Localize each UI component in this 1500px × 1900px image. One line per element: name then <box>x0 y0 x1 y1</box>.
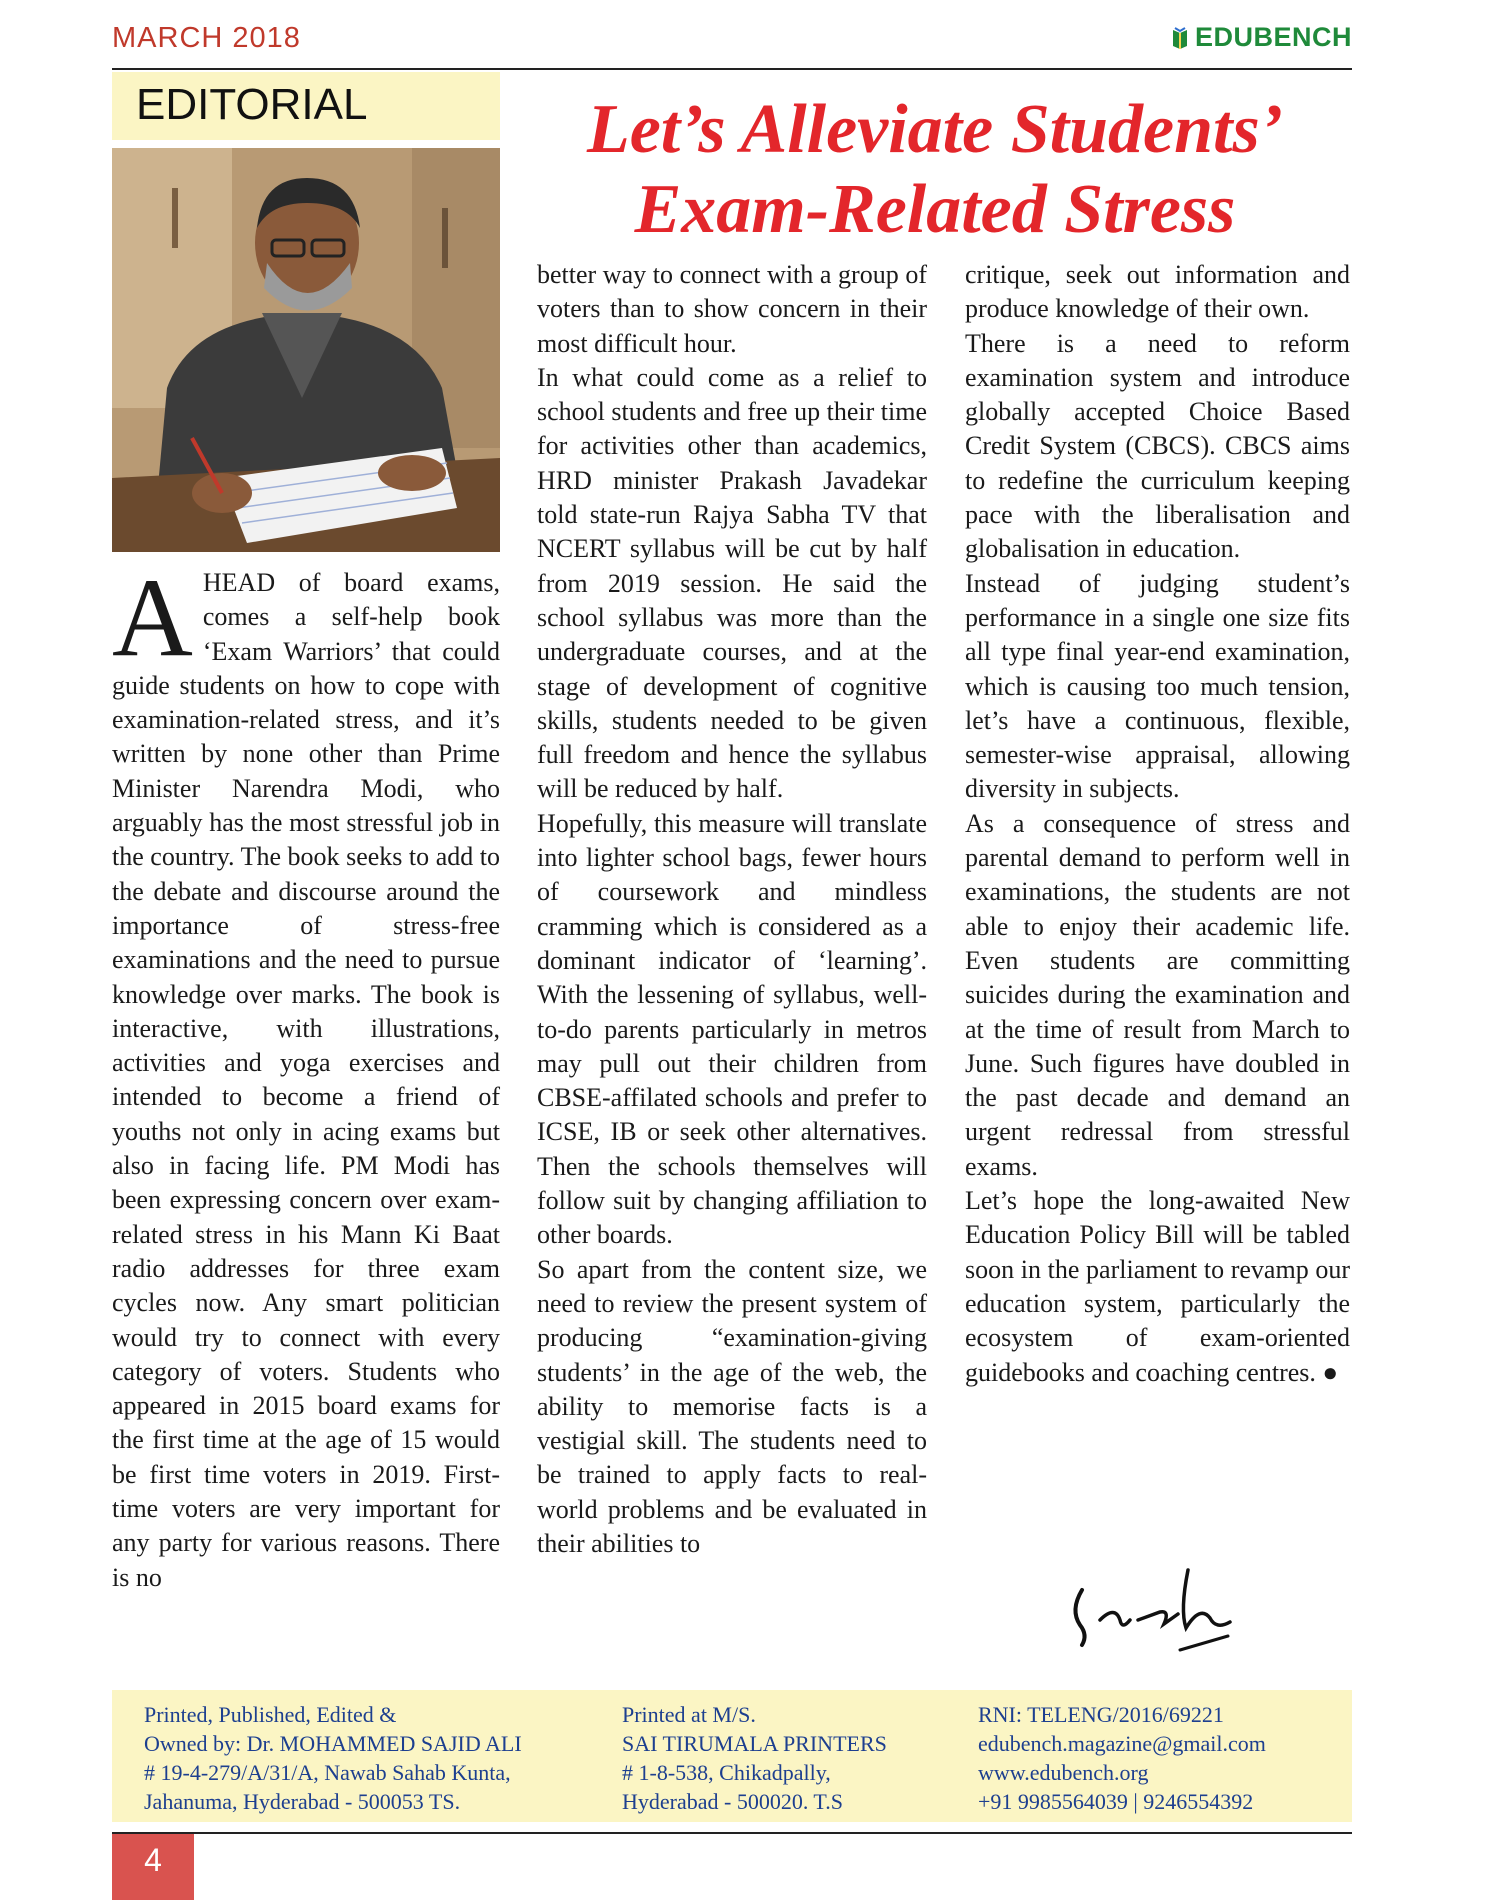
publisher-line: Jahanuma, Hyderabad - 500053 TS. <box>144 1789 461 1814</box>
drop-cap: A <box>112 556 193 680</box>
article-paragraph: Hopefully, this measure will translate into lighter school bags, fewer hours of coursework and mindless cramming which is considered as a dominant indicator of ‘learning’. With the lessening of syllabus, well-to-do parents particularly in metros may pull out their children from CBSE-affilated schools and prefer to ICSE, IB or seek other alternatives. Then the schools themselves will follow suit by changing affiliation to other boards. <box>537 808 927 1250</box>
imprint-footer <box>112 1690 1352 1822</box>
footer-rule <box>112 1832 1352 1834</box>
publisher-info <box>144 1700 522 1816</box>
article-paragraph <box>112 556 500 1595</box>
section-label-box <box>112 72 500 140</box>
issue-date: MARCH 2018 <box>112 22 301 54</box>
article-paragraph: There is a need to reform examination system and introduce globally accepted Choice Based Credit System (CBCS). CBCS aims to redefine the curriculum keeping pace with the liberalisation and globalisation in education. <box>965 328 1350 564</box>
article-paragraph: Let’s hope the long-awaited New Education Policy Bill will be tabled soon in the parliament to revamp our education system, particularly the ecosystem of exam-oriented guidebooks and coaching centres. ● <box>965 1186 1350 1387</box>
printer-line: SAI TIRUMALA PRINTERS <box>622 1731 887 1756</box>
contact-phone: +91 9985564039 | 9246554392 <box>978 1789 1254 1814</box>
printer-info <box>622 1700 887 1816</box>
book-icon <box>1171 26 1189 50</box>
article-paragraph: So apart from the content size, we need to review the present system of producing “examination-giving students’ in the age of the web, the ability to memorise facts is a vestigial skill. The students need to be trained to apply facts to real-world problems and be evaluated in their abilities to <box>537 1254 927 1558</box>
article-paragraph: better way to connect with a group of voters than to show concern in their most difficult hour. <box>537 260 927 358</box>
headline <box>520 90 1350 250</box>
logo-text: EDUBENCH <box>1194 22 1352 52</box>
editor-signature <box>1060 1550 1260 1660</box>
printer-line: Printed at M/S. <box>622 1702 756 1727</box>
magazine-logo <box>1171 22 1352 53</box>
rni-number: RNI: TELENG/2016/69221 <box>978 1702 1224 1727</box>
contact-website: www.edubench.org <box>978 1760 1149 1785</box>
publisher-line: Owned by: Dr. MOHAMMED SAJID ALI <box>144 1731 522 1756</box>
article-column-1 <box>112 556 500 1595</box>
article-paragraph: In what could come as a relief to school students and free up their time for activities other than academics, HRD minister Prakash Javadekar told state-run Rajya Sabha TV that NCERT syllabus will be cut by half from 2019 session. He said the school syllabus was more than the undergraduate courses, and at the stage of development of cognitive skills, students needed to be given full freedom and hence the syllabus will be reduced by half. <box>537 362 927 804</box>
article-column-3 <box>965 258 1350 1390</box>
contact-email: edubench.magazine@gmail.com <box>978 1731 1266 1756</box>
publisher-line: Printed, Published, Edited & <box>144 1702 397 1727</box>
page-number: 4 <box>144 1842 162 1878</box>
article-paragraph: critique, seek out information and produce knowledge of their own. <box>965 260 1350 324</box>
contact-info <box>978 1700 1266 1816</box>
section-label: EDITORIAL <box>136 80 368 129</box>
headline-line-2: Exam-Related Stress <box>634 171 1236 248</box>
publisher-line: # 19-4-279/A/31/A, Nawab Sahab Kunta, <box>144 1760 511 1785</box>
article-column-2 <box>537 258 927 1561</box>
lead-paragraph-text: HEAD of board exams, comes a self-help book ‘Exam Warriors’ that could guide students on how to cope with examination-related stress, and it’s written by none other than Prime Minister Narendra Modi, who arguably has the most stressful job in the country. The book seeks to add to the debate and discourse around the importance of stress-free examinations and the need to pursue knowledge over marks. The book is interactive, with illustrations, activities and yoga exercises and intended to become a friend of youths not only in acing exams but also in facing life. PM Modi has been expressing concern over exam-related stress in his Mann Ki Baat radio addresses for three exam cycles now. Any smart politician would try to connect with every category of voters. Students who appeared in 2015 board exams for the first time at the age of 15 would be first time voters in 2019. First-time voters are very important for any party for various reasons. There is no <box>112 568 500 1592</box>
article-paragraph: Instead of judging student’s performance in a single one size fits all type final year-end examination, which is causing too much tension, let’s have a continuous, flexible, semester-wise appraisal, allowing diversity in subjects. <box>965 568 1350 804</box>
headline-line-1: Let’s Alleviate Students’ <box>586 91 1284 168</box>
article-paragraph: As a consequence of stress and parental demand to perform well in examinations, the students are not able to enjoy their academic life. Even students are committing suicides during the examination and at the time of result from March to June. Such figures have doubled in the past decade and demand an urgent redressal from stressful exams. <box>965 808 1350 1181</box>
printer-line: # 1-8-538, Chikadpally, <box>622 1760 831 1785</box>
printer-line: Hyderabad - 500020. T.S <box>622 1789 843 1814</box>
header-rule <box>112 68 1352 70</box>
editor-photo <box>112 148 500 552</box>
